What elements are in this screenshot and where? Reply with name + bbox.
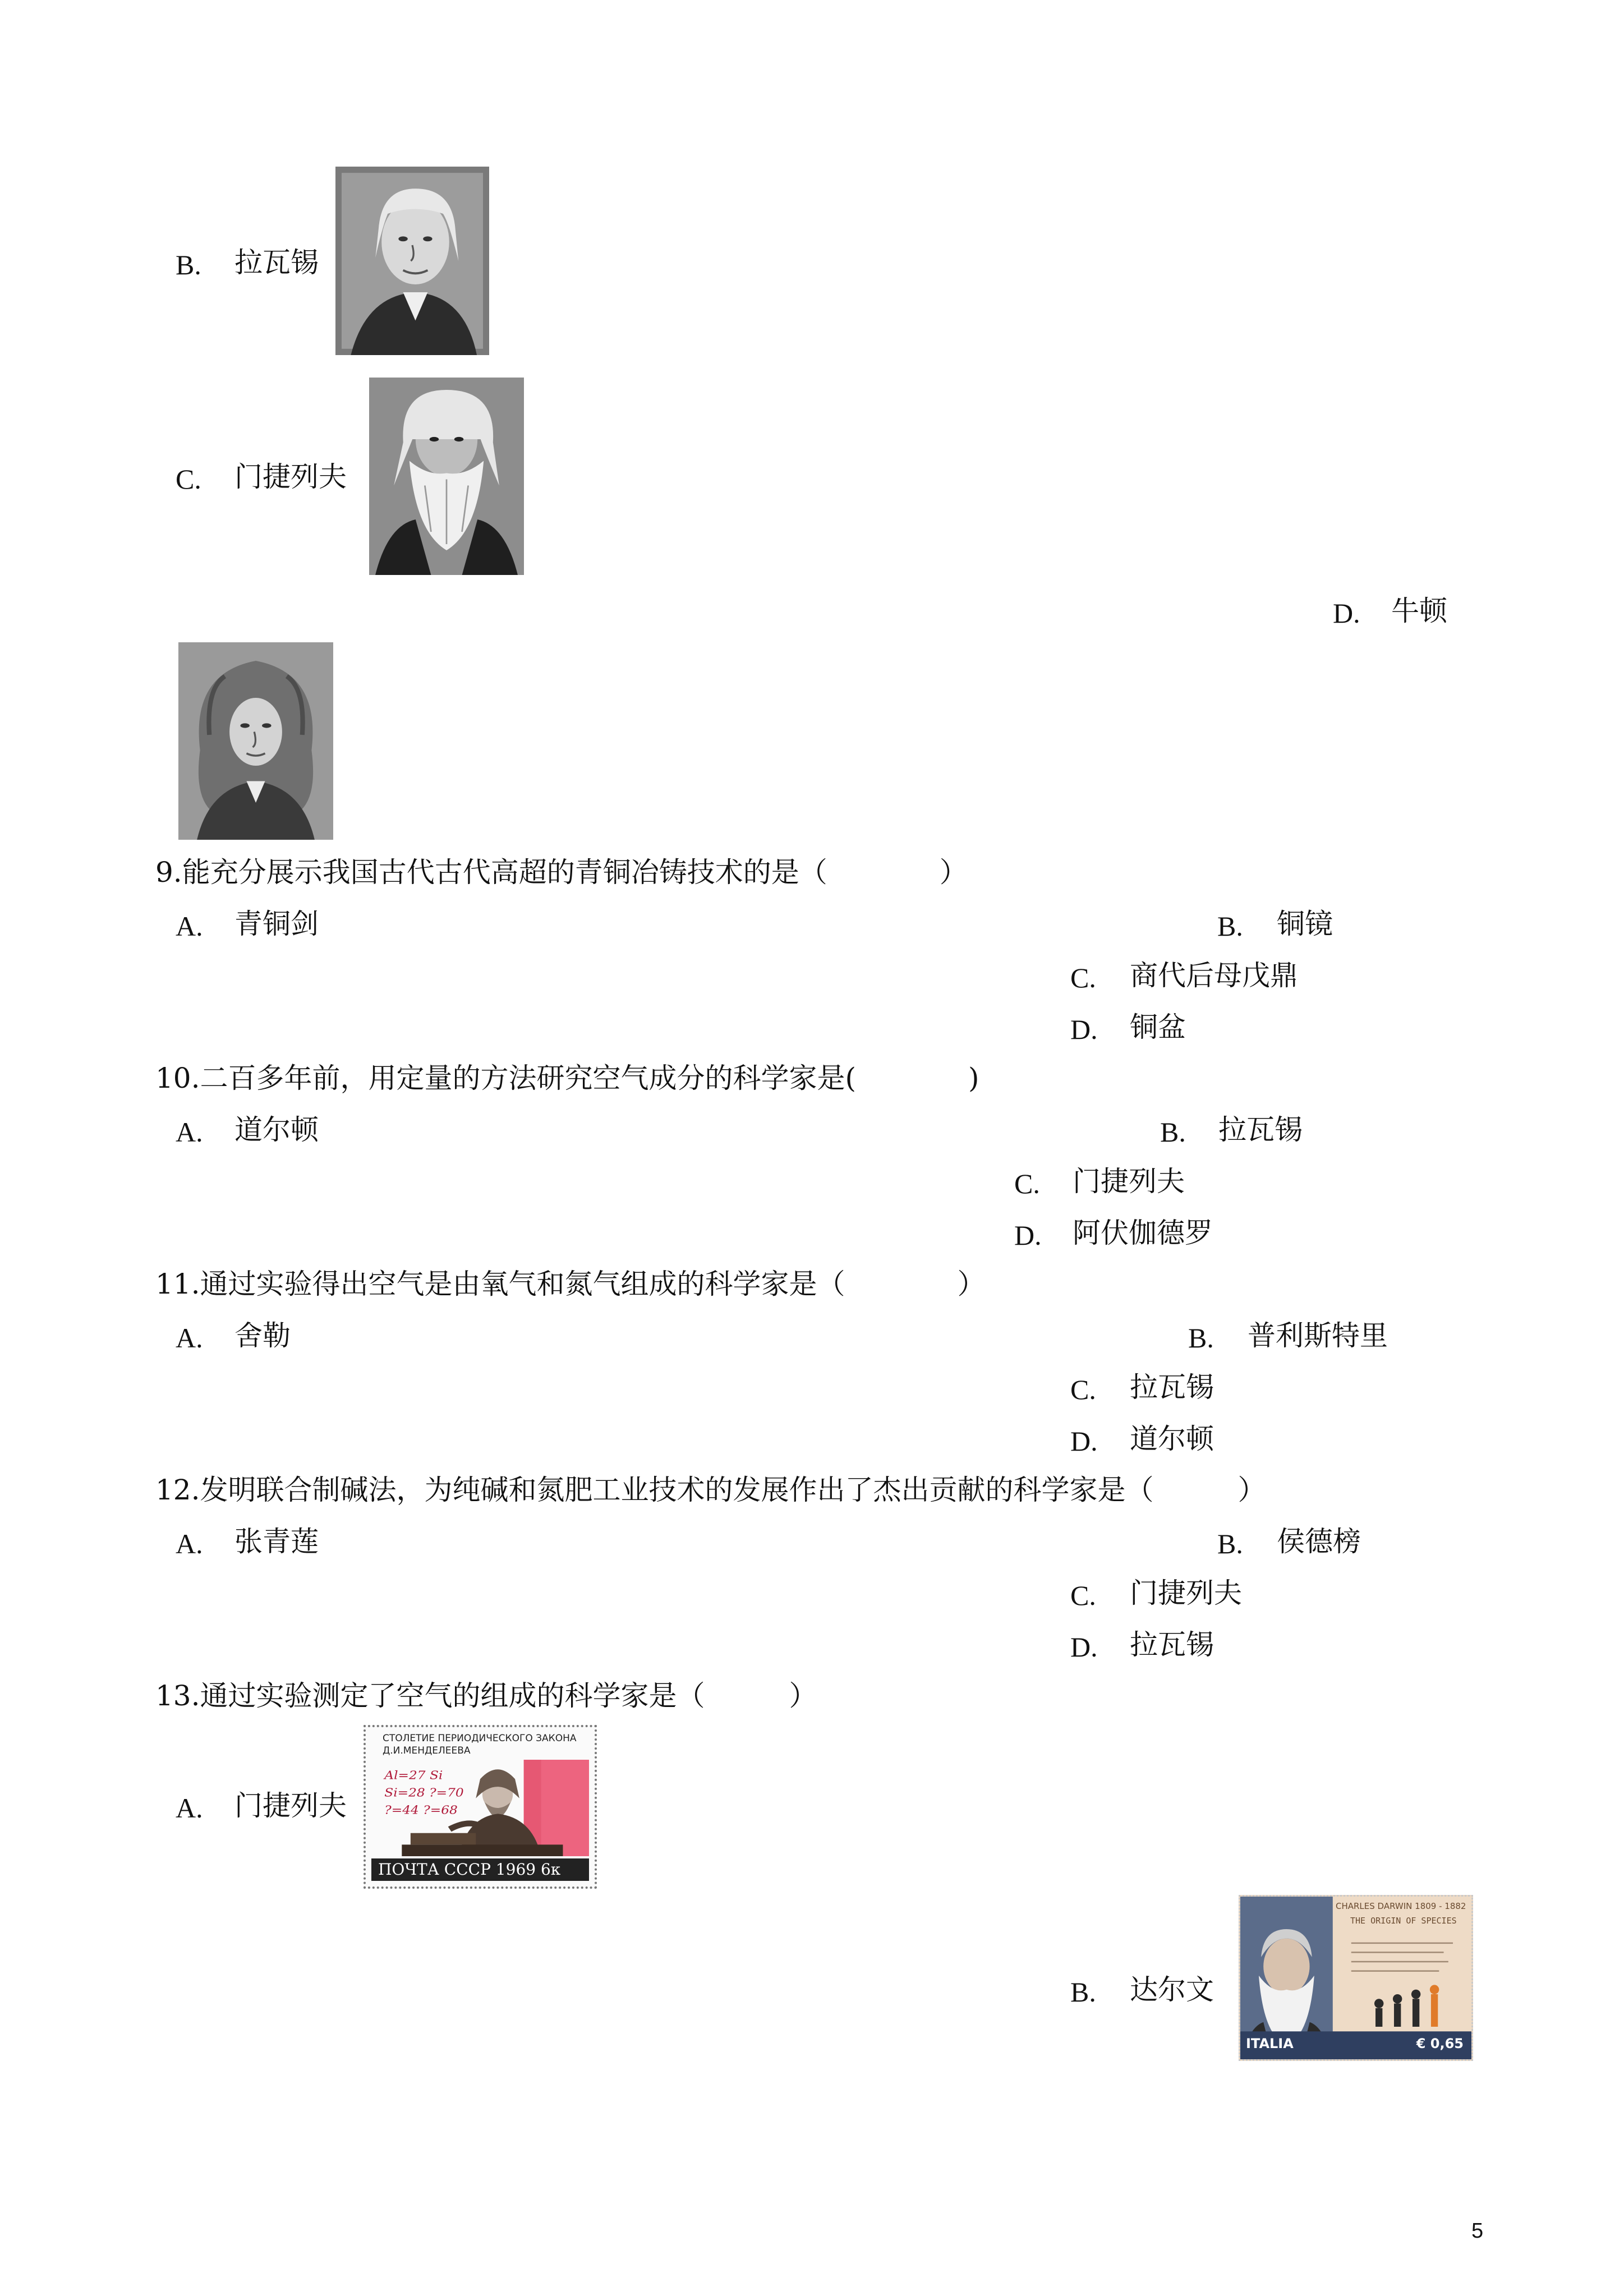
q10-option-d-text: 阿伏伽德罗 <box>1073 1217 1213 1249</box>
portrait-lavoisier <box>335 167 489 355</box>
q13-option-a-text: 门捷列夫 <box>234 1789 347 1822</box>
stamp-darwin-book: THE ORIGIN OF SPECIES <box>1350 1916 1457 1926</box>
q13-option-b-text: 达尔文 <box>1130 1973 1214 2006</box>
q9-option-a-text: 青铜剑 <box>234 908 319 940</box>
q12-option-c-letter: C. <box>1070 1580 1096 1611</box>
q11-option-a-letter: A. <box>176 1322 203 1354</box>
stamp-mendeleev <box>364 1725 597 1889</box>
page-number: 5 <box>1471 2219 1484 2243</box>
q9-option-c-text: 商代后母戊鼎 <box>1130 959 1298 992</box>
stamp-darwin-value: € 0,65 <box>1416 2036 1464 2051</box>
q9-option-a-letter: A. <box>176 910 203 942</box>
q9-option-d-text: 铜盆 <box>1130 1011 1186 1043</box>
q8-option-b-text: 拉瓦锡 <box>234 246 319 279</box>
q9-option-b-text: 铜镜 <box>1277 908 1333 940</box>
q8-option-b-letter: B. <box>176 249 201 280</box>
q10-option-b-letter: B. <box>1160 1116 1186 1148</box>
q8-option-d-letter: D. <box>1333 597 1360 629</box>
stamp-darwin-header: CHARLES DARWIN 1809 - 1882 <box>1336 1901 1466 1911</box>
question-12-stem: 12.发明联合制碱法，为纯碱和氮肥工业技术的发展作出了杰出贡献的科学家是（ ） <box>155 1474 1266 1506</box>
svg-text:Si=28 ?=70: Si=28 ?=70 <box>384 1786 464 1800</box>
q12-option-d-letter: D. <box>1070 1631 1098 1663</box>
q11-option-a-text: 舍勒 <box>234 1319 291 1352</box>
q11-option-c-letter: C. <box>1070 1374 1096 1405</box>
stamp-darwin <box>1239 1895 1473 2061</box>
q12-option-c-text: 门捷列夫 <box>1130 1577 1242 1609</box>
svg-text:Al=27 Si: Al=27 Si <box>384 1769 443 1783</box>
q9-option-c-letter: C. <box>1070 962 1096 993</box>
q10-option-c-letter: C. <box>1014 1168 1040 1199</box>
stamp-mendeleev-header-2: Д.И.МЕНДЕЛЕЕВА <box>383 1745 471 1756</box>
q10-option-b-text: 拉瓦锡 <box>1218 1114 1303 1146</box>
question-9-stem: 9.能充分展示我国古代古代高超的青铜冶铸技术的是（ ） <box>155 856 968 889</box>
stamp-darwin-country: ITALIA <box>1246 2036 1294 2051</box>
q10-option-a-text: 道尔顿 <box>234 1114 319 1146</box>
question-11-stem: 11.通过实验得出空气是由氧气和氮气组成的科学家是（ ） <box>155 1268 986 1300</box>
stamp-mendeleev-footer: ПОЧТА СССР 1969 6к <box>378 1860 561 1879</box>
q10-option-c-text: 门捷列夫 <box>1073 1165 1185 1198</box>
q12-option-b-letter: B. <box>1217 1528 1243 1559</box>
q11-option-d-text: 道尔顿 <box>1130 1423 1214 1455</box>
q13-option-b-letter: B. <box>1070 1976 1096 2008</box>
question-13-stem: 13.通过实验测定了空气的组成的科学家是（ ） <box>155 1680 817 1712</box>
q8-option-c-letter: C. <box>176 463 201 495</box>
q12-option-d-text: 拉瓦锡 <box>1130 1628 1214 1661</box>
q12-option-a-letter: A. <box>176 1528 203 1559</box>
q11-option-d-letter: D. <box>1070 1425 1098 1457</box>
q12-option-a-text: 张青莲 <box>234 1525 319 1558</box>
q12-option-b-text: 侯德榜 <box>1277 1525 1361 1558</box>
q13-option-a-letter: A. <box>176 1792 203 1824</box>
q8-option-d-text: 牛顿 <box>1391 595 1447 627</box>
q11-option-c-text: 拉瓦锡 <box>1130 1371 1214 1404</box>
q8-option-c-text: 门捷列夫 <box>234 461 347 493</box>
q10-option-a-letter: A. <box>176 1116 203 1148</box>
svg-text:?=44 ?=68: ?=44 ?=68 <box>384 1803 458 1817</box>
q9-option-d-letter: D. <box>1070 1014 1098 1045</box>
q10-option-d-letter: D. <box>1014 1220 1042 1251</box>
portrait-mendeleev <box>369 378 524 575</box>
q11-option-b-text: 普利斯特里 <box>1248 1319 1388 1352</box>
question-10-stem: 10.二百多年前，用定量的方法研究空气成分的科学家是( ) <box>155 1062 979 1094</box>
q9-option-b-letter: B. <box>1217 910 1243 942</box>
portrait-newton <box>178 642 333 840</box>
stamp-mendeleev-header-1: СТОЛЕТИЕ ПЕРИОДИЧЕСКОГО ЗАКОНА <box>383 1733 577 1744</box>
q11-option-b-letter: B. <box>1188 1322 1214 1354</box>
